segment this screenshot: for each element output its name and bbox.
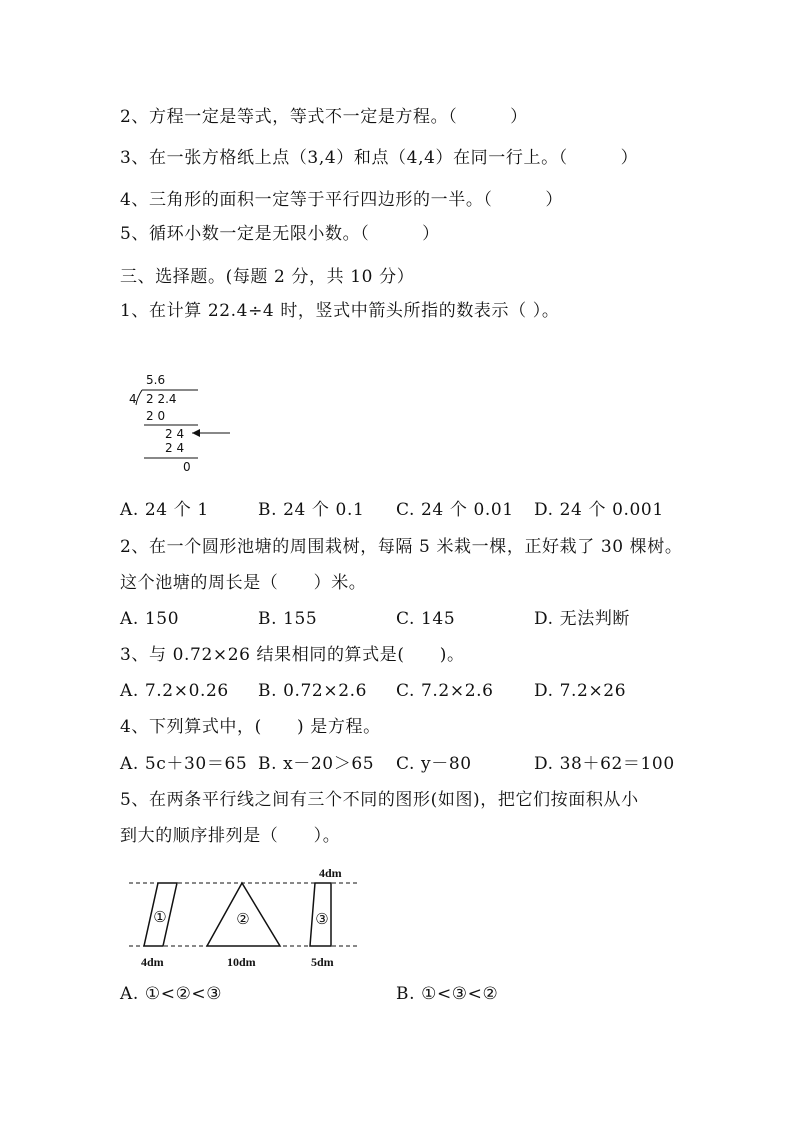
division-bracket bbox=[136, 390, 142, 405]
dividend: 2 2.4 bbox=[146, 392, 177, 406]
step-1: 2 0 bbox=[146, 409, 166, 423]
step-3: 2 4 bbox=[165, 441, 185, 455]
q2-option-a[interactable]: A. 150 bbox=[120, 609, 180, 629]
q3-options bbox=[120, 680, 754, 702]
q5-text-1: 5、在两条平行线之间有三个不同的图形(如图)，把它们按面积从小 bbox=[120, 790, 639, 810]
q3-option-a[interactable]: A. 7.2×0.26 bbox=[120, 681, 229, 701]
long-division-figure bbox=[120, 372, 240, 482]
parallel-shapes-figure bbox=[125, 862, 365, 972]
q3-option-d[interactable]: D. 7.2×26 bbox=[534, 681, 627, 701]
divisor: 4 bbox=[129, 392, 137, 406]
q4-option-a[interactable]: A. 5c＋30＝65 bbox=[120, 754, 248, 774]
q3-option-c[interactable]: C. 7.2×2.6 bbox=[396, 681, 494, 701]
q4-text: 4、下列算式中，( ) 是方程。 bbox=[120, 717, 381, 737]
q5-option-a[interactable]: A. ①<②<③ bbox=[120, 984, 223, 1004]
q2-text-1: 2、在一个圆形池塘的周围栽树，每隔 5 米栽一棵，正好栽了 30 棵树。 bbox=[120, 537, 683, 557]
q2-option-c[interactable]: C. 145 bbox=[396, 609, 456, 629]
q1-option-d[interactable]: D. 24 个 0.001 bbox=[534, 500, 664, 520]
q4-option-d[interactable]: D. 38＋62＝100 bbox=[534, 754, 675, 774]
q5-options bbox=[120, 983, 754, 1005]
q5-text-2: 到大的顺序排列是（ ）。 bbox=[120, 826, 341, 846]
q1-option-c[interactable]: C. 24 个 0.01 bbox=[396, 500, 514, 520]
q5-option-b[interactable]: B. ①<③<② bbox=[396, 984, 499, 1004]
shape-3-base-length: 5dm bbox=[311, 955, 334, 969]
q1-option-b[interactable]: B. 24 个 0.1 bbox=[258, 500, 365, 520]
shape-2-label: ② bbox=[236, 912, 250, 928]
section-title: 三、选择题。(每题 2 分，共 10 分） bbox=[120, 267, 415, 287]
arrow-head-icon bbox=[192, 429, 200, 437]
q1-options bbox=[120, 499, 754, 521]
q4-option-c[interactable]: C. y－80 bbox=[396, 754, 472, 774]
shape-3-label: ③ bbox=[315, 912, 329, 928]
judge-item-2: 2、方程一定是等式，等式不一定是方程。（ ） bbox=[120, 107, 528, 127]
q1-option-a[interactable]: A. 24 个 1 bbox=[120, 500, 209, 520]
q2-options bbox=[120, 608, 754, 630]
shape-1-label: ① bbox=[153, 910, 167, 926]
judge-item-3: 3、在一张方格纸上点（3,4）和点（4,4）在同一行上。（ ） bbox=[120, 148, 639, 168]
shape-1-base-length: 4dm bbox=[141, 955, 164, 969]
q4-option-b[interactable]: B. x－20＞65 bbox=[258, 754, 375, 774]
quotient: 5.6 bbox=[146, 373, 166, 387]
q1-text: 1、在计算 22.4÷4 时，竖式中箭头所指的数表示（ ）。 bbox=[120, 301, 560, 321]
shape-3-top-length: 4dm bbox=[319, 866, 342, 880]
q3-text: 3、与 0.72×26 结果相同的算式是( )。 bbox=[120, 645, 465, 665]
step-2: 2 4 bbox=[165, 427, 185, 441]
remainder: 0 bbox=[183, 460, 191, 474]
judge-item-5: 5、循环小数一定是无限小数。（ ） bbox=[120, 224, 440, 244]
q2-option-b[interactable]: B. 155 bbox=[258, 609, 318, 629]
q2-option-d[interactable]: D. 无法判断 bbox=[534, 609, 631, 629]
judge-item-4: 4、三角形的面积一定等于平行四边形的一半。（ ） bbox=[120, 190, 563, 210]
q2-text-2: 这个池塘的周长是（ ）米。 bbox=[120, 573, 367, 593]
shape-2-base-length: 10dm bbox=[227, 955, 256, 969]
q3-option-b[interactable]: B. 0.72×2.6 bbox=[258, 681, 368, 701]
q4-options bbox=[120, 753, 754, 775]
